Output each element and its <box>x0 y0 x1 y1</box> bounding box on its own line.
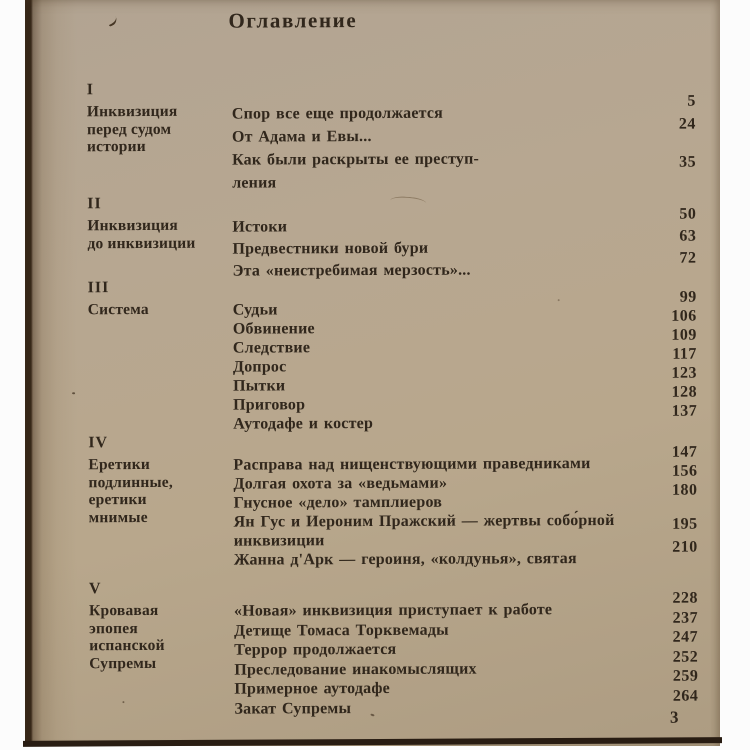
entry-title-line: Истоки <box>232 218 288 236</box>
entry-page-number: 210 <box>672 538 698 556</box>
entry-title-line: Предвестники новой бури <box>232 239 429 258</box>
entry-page-number: 259 <box>672 667 699 685</box>
entry-title-line: Преследование инакомыслящих <box>234 660 477 679</box>
entry-page-number: 195 <box>672 515 698 533</box>
entry-title <box>233 356 651 377</box>
entry-title <box>234 549 652 570</box>
toc-entry <box>234 589 699 622</box>
toc-entry <box>232 288 697 320</box>
toc-entry <box>234 511 698 551</box>
entry-page-number: 247 <box>672 628 699 646</box>
entry-title <box>233 413 651 434</box>
entry-title-line: Расправа над нищенствующими праведниками <box>233 455 591 474</box>
entry-title <box>232 101 650 126</box>
entry-title-line: инквизиции <box>233 532 325 550</box>
toc-section <box>87 79 696 196</box>
page-content <box>23 0 721 748</box>
entry-page-number: 35 <box>679 153 697 171</box>
entry-title-line: Следствие <box>232 339 311 357</box>
section-heading <box>87 217 232 253</box>
section-heading <box>89 602 234 673</box>
entry-title-line: Террор продолжается <box>234 640 397 659</box>
section-heading-line: Еретики <box>88 455 151 474</box>
section-entries <box>232 205 697 283</box>
toc-entry <box>233 443 698 475</box>
section-left-column <box>88 434 234 571</box>
entry-page-number: 109 <box>671 326 697 344</box>
section-entries <box>231 92 697 195</box>
entry-page-number: 117 <box>672 345 697 363</box>
book-page-photo <box>25 0 720 746</box>
entry-title-line: Долгая охота за «ведьмами» <box>233 474 448 493</box>
section-heading-line: Кровавая <box>88 601 159 620</box>
entry-title <box>233 375 651 396</box>
toc-entry <box>231 92 696 126</box>
entry-page-number: 156 <box>671 462 698 480</box>
paper-speck <box>72 392 75 394</box>
section-left-column <box>87 195 232 284</box>
entry-page-number: 123 <box>671 364 698 382</box>
entry-title <box>232 215 650 239</box>
entry-title-line: Ян Гус и Иероним Пражский — жертвы собо́рной <box>233 511 615 531</box>
entry-title-line: Детище Томаса Торквемады <box>234 621 449 640</box>
section-entries <box>233 443 698 570</box>
toc-section <box>88 432 698 571</box>
section-entries <box>232 288 698 434</box>
toc-entry <box>231 115 696 149</box>
entry-page-number: 24 <box>678 115 696 133</box>
entry-title-line: Примерное аутодафе <box>234 679 390 698</box>
section-numeral: II <box>87 195 102 213</box>
section-heading <box>87 103 232 156</box>
toc-entry <box>232 147 696 195</box>
section-heading <box>88 456 233 527</box>
entry-title <box>233 394 651 415</box>
entry-page-number: 106 <box>671 307 697 325</box>
entry-page-number: 237 <box>672 609 699 627</box>
section-heading-line: испанской <box>89 636 165 655</box>
toc-section <box>87 193 696 284</box>
page-title: Оглавление <box>228 8 358 33</box>
section-numeral: IV <box>88 434 109 452</box>
entry-title <box>233 318 651 339</box>
section-heading-line: перед судом <box>86 120 172 138</box>
entry-title <box>234 619 652 640</box>
entry-page-number: 50 <box>679 205 697 223</box>
entry-title-line: Аутодафе и костер <box>233 414 374 433</box>
entry-title-line: Приговор <box>233 396 306 414</box>
entry-title <box>234 511 652 551</box>
entry-page-number: 147 <box>671 443 698 461</box>
section-heading-line: Система <box>87 300 149 319</box>
section-numeral: V <box>88 580 102 598</box>
entry-page-number: 252 <box>672 648 699 666</box>
entry-title <box>234 600 652 621</box>
entry-title <box>234 492 652 513</box>
section-heading-line: истории <box>86 137 146 156</box>
entry-page-number: 5 <box>687 92 696 110</box>
section-heading-line: мнимые <box>88 508 148 526</box>
entry-page-number: 180 <box>671 481 698 499</box>
entry-page-number: 72 <box>679 249 697 267</box>
section-entries <box>234 589 699 719</box>
entry-title-line: ления <box>232 174 277 192</box>
entry-title <box>232 147 650 195</box>
entry-page-number: 99 <box>679 288 697 306</box>
section-heading-line: Супремы <box>89 654 157 672</box>
entry-title <box>234 658 652 679</box>
section-left-column <box>88 279 234 435</box>
entry-title <box>233 454 651 475</box>
entry-title <box>232 124 650 149</box>
entry-page-number: 128 <box>671 383 698 401</box>
section-left-column <box>87 81 232 196</box>
entry-title <box>232 237 650 261</box>
section-heading-line: еретики <box>88 490 147 509</box>
section-left-column <box>89 580 235 720</box>
entry-title <box>234 678 652 699</box>
entry-page-number: 264 <box>672 687 699 705</box>
entry-title-line: Эта «неистребимая мерзость»... <box>232 261 471 280</box>
paper-speck <box>122 701 124 703</box>
entry-title-line: Как были раскрыты ее преступ- <box>232 150 480 169</box>
entry-page-number: 137 <box>671 402 698 420</box>
pen-mark-artifact <box>106 15 119 27</box>
section-heading-line: Инквизиция <box>86 102 178 121</box>
entry-title-line: Обвинение <box>232 320 315 338</box>
section-numeral: I <box>86 81 95 99</box>
entry-title-line: Закат Супремы <box>234 699 352 718</box>
toc-section <box>88 277 698 435</box>
entry-title <box>233 299 651 320</box>
entry-page-number: 63 <box>679 227 697 245</box>
section-heading-line: Инквизиция <box>87 216 179 235</box>
entry-title-line: «Новая» инквизиция приступает к работе <box>234 601 553 620</box>
section-numeral: III <box>87 279 110 297</box>
entry-title <box>234 697 652 718</box>
section-heading <box>88 301 233 319</box>
entry-title-line: Жанна д'Арк — героиня, «колдунья», святая <box>233 550 577 569</box>
entry-title <box>233 337 651 358</box>
entry-title-line: Пытки <box>233 377 286 395</box>
toc-section <box>89 578 699 720</box>
toc-entry <box>232 205 697 239</box>
section-heading-line: эпопея <box>89 619 138 637</box>
entry-title <box>234 639 652 660</box>
folio-page-number: 3 <box>669 707 679 727</box>
entry-title-line: От Адама и Евы... <box>231 128 372 146</box>
section-heading-line: подлинные, <box>88 473 173 491</box>
entry-title <box>233 473 651 494</box>
entry-page-number: 228 <box>672 589 699 607</box>
section-heading-line: до инквизиции <box>87 234 196 252</box>
entry-title-line: Гнусное «дело» тамплиеров <box>233 493 443 512</box>
entry-title-line: Судьи <box>232 301 278 319</box>
entry-title-line: Спор все еще продолжается <box>231 104 444 123</box>
paper-speck <box>558 299 560 301</box>
entry-title-line: Допрос <box>232 358 287 376</box>
